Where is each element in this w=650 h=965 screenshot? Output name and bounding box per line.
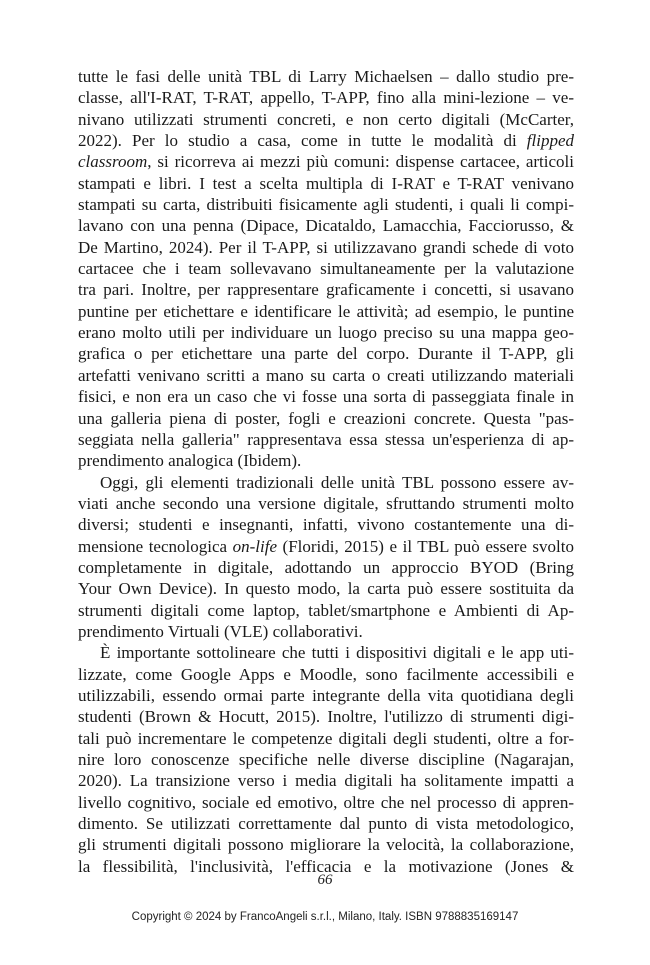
text-line: diversi; studenti e insegnanti, infatti, vivono costantemente una di-: [78, 515, 574, 535]
page-number: 66: [317, 872, 333, 888]
text-line: completamente in digitale, adottando un approccio BYOD (Bring: [78, 557, 574, 577]
text-line: nire loro conoscenze specifiche nelle diverse discipline (Nagarajan,: [78, 750, 574, 769]
text-line: strumenti digitali come laptop, tablet/smartphone e Ambienti di Ap-: [78, 600, 574, 620]
text-line: erano molto utili per individuare un luogo preciso su una mappa geo-: [78, 323, 574, 343]
text-line: livello cognitivo, sociale ed emotivo, oltre che nel processo di appren-: [78, 792, 574, 812]
text-line: stampati e libri. I test a scelta multipla di I-RAT e T-RAT venivano: [78, 173, 574, 193]
text-line: stampati su carta, distribuiti fisicamente agli studenti, i quali li compi-: [78, 195, 574, 215]
text-line: puntine per etichettare e identificare le attività; ad esempio, le puntine: [78, 301, 574, 321]
text-line: tutte le fasi delle unità TBL di Larry Michaelsen – dallo studio pre-: [78, 67, 574, 86]
text-line: viati anche secondo una versione digitale, sfruttando strumenti molto: [78, 493, 574, 513]
text-line: Oggi, gli elementi tradizionali delle unità TBL possono essere av-: [100, 472, 574, 492]
text-line: prendimento Virtuali (VLE) collaborativi.: [78, 621, 363, 641]
text-line: classe, all'I-RAT, T-RAT, appello, T-APP, fino alla mini-lezione – ve-: [78, 88, 574, 108]
text-line: dimento. Se utilizzati correttamente dal punto di vista metodologico,: [78, 814, 574, 834]
text-line: tra pari. Inoltre, per rappresentare graficamente i concetti, si usavano: [78, 280, 574, 300]
text-line: 2020). La transizione verso i media digitali ha solitamente impatti a: [78, 771, 574, 791]
text-line: prendimento analogica (Ibidem).: [78, 451, 302, 471]
text-line: fisici, e non era un caso che vi fosse una sorta di passeggiata finale in: [78, 387, 574, 407]
text-line: lavano con una penna (Dipace, Dicataldo, Lamacchia, Facciorusso, &: [78, 216, 574, 236]
text-line: cartacee che i team sollevavano simultaneamente per la valutazione: [78, 259, 574, 279]
text-line: lizzate, come Google Apps e Moodle, sono facilmente accessibili e: [78, 664, 574, 684]
paragraph-3: [78, 642, 574, 877]
text-line: utilizzabili, essendo ormai parte integrante della vita quotidiana degli: [78, 685, 574, 705]
text-line: De Martino, 2024). Per il T-APP, si utilizzavano grandi schede di voto: [78, 237, 574, 257]
paragraph-1: [78, 66, 574, 472]
text-line: gli strumenti digitali possono migliorare la velocità, la collaborazione,: [78, 835, 574, 855]
copyright-notice: Copyright © 2024 by FrancoAngeli s.r.l., Milano, Italy. ISBN 9788835169147: [131, 911, 519, 923]
text-line: mensione tecnologica on-life (Floridi, 2015) e il TBL può essere svolto: [78, 536, 574, 556]
text-line: seggiata nella galleria" rappresentava essa stessa un'esperienza di ap-: [78, 429, 574, 449]
text-line: Your Own Device). In questo modo, la carta può essere sostituita da: [78, 579, 574, 599]
text-line: nivano utilizzati strumenti concreti, e non certo digitali (McCarter,: [78, 109, 574, 129]
text-line: classroom, si ricorreva ai mezzi più comuni: dispense cartacee, articoli: [78, 152, 574, 172]
text-line: la flessibilità, l'inclusività, l'efficacia e la motivazione (Jones &: [78, 856, 574, 876]
text-line: grafica o per etichettare una parte del corpo. Durante il T-APP, gli: [78, 344, 574, 364]
text-line: tali può incrementare le competenze digitali degli studenti, oltre a for-: [78, 728, 574, 748]
text-line: studenti (Brown & Hocutt, 2015). Inoltre, l'utilizzo di strumenti digi-: [78, 707, 574, 727]
paragraph-2: [78, 472, 574, 643]
text-line: 2022). Per lo studio a casa, come in tutte le modalità di flipped: [78, 131, 574, 151]
text-line: artefatti venivano scritti a mano su carta o creati utilizzando materiali: [78, 365, 574, 385]
body-text: [78, 66, 574, 877]
text-line: una galleria piena di poster, fogli e creazioni concrete. Questa "pas-: [78, 408, 574, 428]
text-line: È importante sottolineare che tutti i dispositivi digitali e le app uti-: [100, 643, 574, 663]
